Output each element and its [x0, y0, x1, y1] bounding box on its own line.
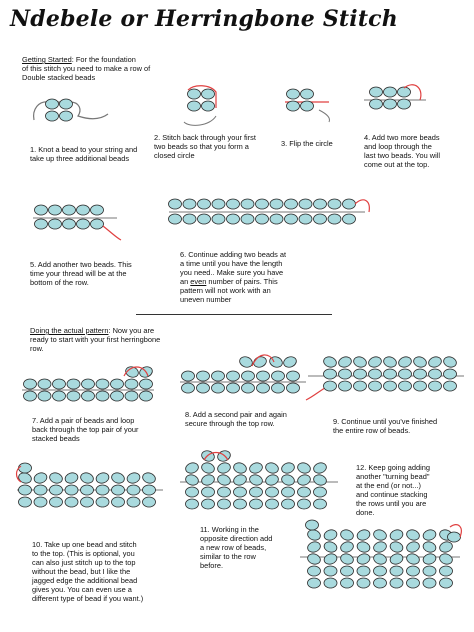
- bead: [405, 528, 420, 542]
- bead: [429, 369, 442, 379]
- bead: [264, 473, 279, 487]
- bead: [49, 205, 62, 215]
- bead: [308, 578, 321, 588]
- bead: [339, 552, 354, 566]
- bead: [126, 471, 141, 485]
- bead: [266, 487, 279, 497]
- bead: [438, 540, 453, 554]
- bead: [95, 471, 110, 485]
- bead: [314, 199, 327, 209]
- intro-text: [22, 55, 150, 82]
- bead: [198, 199, 211, 209]
- bead: [184, 473, 199, 487]
- bead: [248, 473, 263, 487]
- bead: [81, 497, 94, 507]
- bead: [322, 355, 337, 369]
- step-8-text: 8. Add a second pair and again secure through the top row.: [185, 410, 287, 428]
- bead: [127, 497, 140, 507]
- bead: [188, 89, 201, 99]
- bead: [19, 463, 32, 473]
- bead: [212, 199, 225, 209]
- bead: [264, 461, 279, 475]
- bead: [110, 471, 125, 485]
- bead: [60, 111, 73, 121]
- bead: [296, 473, 311, 487]
- pattern-intro-heading: Doing the actual pattern: [30, 326, 109, 335]
- bead: [212, 214, 225, 224]
- thread: [319, 110, 330, 122]
- bead: [429, 381, 442, 391]
- bead: [96, 485, 109, 495]
- bead: [405, 552, 420, 566]
- bead: [186, 487, 199, 497]
- step-12-text: 12. Keep going adding another "turning bead" at the end (or not...) and continue stacking the rows until you are done.: [356, 463, 430, 517]
- bead: [427, 355, 442, 369]
- bead: [422, 540, 437, 554]
- bead: [227, 371, 240, 381]
- bead: [143, 497, 156, 507]
- bead: [382, 355, 397, 369]
- bead: [280, 461, 295, 475]
- bead: [440, 566, 453, 576]
- bead: [35, 205, 48, 215]
- bead: [270, 214, 283, 224]
- bead: [96, 379, 109, 389]
- bead: [287, 101, 300, 111]
- bead: [372, 540, 387, 554]
- bead: [241, 214, 254, 224]
- bead: [34, 497, 47, 507]
- bead: [444, 381, 457, 391]
- bead: [324, 369, 337, 379]
- bead: [77, 219, 90, 229]
- bead: [384, 87, 397, 97]
- bead: [323, 552, 338, 566]
- bead: [352, 355, 367, 369]
- bead: [314, 487, 327, 497]
- bead: [272, 383, 285, 393]
- bead: [96, 497, 109, 507]
- bead: [216, 473, 231, 487]
- bead: [49, 219, 62, 229]
- thread: [103, 226, 121, 240]
- bead: [111, 391, 124, 401]
- bead: [448, 532, 461, 542]
- bead: [257, 371, 270, 381]
- bead: [372, 528, 387, 542]
- bead: [324, 381, 337, 391]
- bead: [423, 578, 436, 588]
- bead: [306, 540, 321, 554]
- bead: [35, 219, 48, 229]
- step-6-diagram: [165, 190, 375, 240]
- bead: [38, 379, 51, 389]
- bead: [91, 205, 104, 215]
- bead: [182, 371, 195, 381]
- bead: [65, 485, 78, 495]
- bead: [141, 471, 156, 485]
- bead: [81, 485, 94, 495]
- bead: [323, 528, 338, 542]
- bead: [202, 101, 215, 111]
- bead: [200, 461, 215, 475]
- page-title: Ndebele or Herringbone Stitch: [10, 6, 398, 32]
- bead: [272, 371, 285, 381]
- step-1-diagram: [30, 90, 110, 140]
- bead: [182, 383, 195, 393]
- bead: [242, 383, 255, 393]
- step-2-text: 2. Stitch back through your first two beads so that you form a closed circle: [154, 133, 256, 160]
- bead: [398, 99, 411, 109]
- thread: [355, 200, 369, 212]
- step-1-text: 1. Knot a bead to your string and take up three additional beads: [30, 145, 138, 163]
- bead: [384, 99, 397, 109]
- bead: [234, 487, 247, 497]
- bead: [91, 219, 104, 229]
- bead: [282, 499, 295, 509]
- bead: [197, 371, 210, 381]
- bead: [212, 371, 225, 381]
- bead: [407, 578, 420, 588]
- bead: [389, 540, 404, 554]
- bead: [306, 552, 321, 566]
- bead: [280, 473, 295, 487]
- bead: [367, 355, 382, 369]
- step-5-diagram: [33, 196, 133, 246]
- bead: [324, 566, 337, 576]
- bead: [60, 99, 73, 109]
- bead: [357, 566, 370, 576]
- bead: [357, 578, 370, 588]
- bead: [184, 461, 199, 475]
- step-12-diagram: [300, 517, 464, 597]
- bead: [202, 487, 215, 497]
- bead: [438, 552, 453, 566]
- bead: [169, 199, 182, 209]
- bead: [397, 355, 412, 369]
- bead: [256, 214, 269, 224]
- bead: [197, 383, 210, 393]
- step-4-diagram: [364, 82, 434, 122]
- bead: [24, 379, 37, 389]
- bead: [63, 219, 76, 229]
- bead: [127, 485, 140, 495]
- bead: [328, 214, 341, 224]
- intro-line: of this stitch you need to make a row of: [22, 64, 151, 73]
- bead: [19, 485, 32, 495]
- bead: [143, 485, 156, 495]
- pattern-intro-text: Doing the actual pattern: Now you are ready to start with your first herringbone row.: [30, 326, 161, 353]
- bead: [202, 499, 215, 509]
- bead: [112, 497, 125, 507]
- bead: [299, 199, 312, 209]
- bead: [53, 379, 66, 389]
- bead: [234, 499, 247, 509]
- bead: [212, 383, 225, 393]
- bead: [46, 111, 59, 121]
- bead: [111, 379, 124, 389]
- step-3-diagram: [283, 84, 333, 124]
- bead: [306, 528, 321, 542]
- bead: [63, 205, 76, 215]
- bead: [341, 578, 354, 588]
- bead: [125, 379, 138, 389]
- bead: [38, 391, 51, 401]
- bead: [405, 540, 420, 554]
- bead: [282, 355, 298, 369]
- bead: [384, 381, 397, 391]
- bead: [238, 355, 254, 369]
- bead: [67, 379, 80, 389]
- bead: [19, 497, 32, 507]
- bead: [50, 485, 63, 495]
- bead: [140, 391, 153, 401]
- bead: [384, 369, 397, 379]
- bead: [140, 379, 153, 389]
- bead: [398, 87, 411, 97]
- bead: [250, 487, 263, 497]
- bead: [24, 391, 37, 401]
- bead: [256, 199, 269, 209]
- bead: [296, 461, 311, 475]
- bead: [314, 214, 327, 224]
- bead: [414, 381, 427, 391]
- bead: [323, 540, 338, 554]
- bead: [372, 552, 387, 566]
- bead: [202, 89, 215, 99]
- bead: [444, 369, 457, 379]
- step-9-text: 9. Continue until you've finished the entire row of beads.: [333, 417, 438, 435]
- bead: [48, 471, 63, 485]
- bead: [389, 528, 404, 542]
- bead: [218, 499, 231, 509]
- bead: [339, 369, 352, 379]
- bead: [399, 381, 412, 391]
- bead: [96, 391, 109, 401]
- bead: [312, 461, 327, 475]
- step-9-diagram: [318, 352, 468, 412]
- bead: [227, 214, 240, 224]
- bead: [82, 391, 95, 401]
- bead: [77, 205, 90, 215]
- bead: [301, 101, 314, 111]
- step-7-text: 7. Add a pair of beads and loop back through the top pair of your stacked beads: [32, 416, 139, 443]
- bead: [442, 355, 457, 369]
- step-5-text: 5. Add another two beads. This time your thread will be at the bottom of the row.: [30, 260, 132, 287]
- bead: [328, 199, 341, 209]
- bead: [301, 89, 314, 99]
- bead: [374, 578, 387, 588]
- bead: [287, 371, 300, 381]
- bead: [250, 499, 263, 509]
- bead: [241, 199, 254, 209]
- bead: [374, 566, 387, 576]
- bead: [50, 497, 63, 507]
- bead: [33, 471, 48, 485]
- bead: [53, 391, 66, 401]
- bead: [339, 528, 354, 542]
- step-6-text: 6. Continue adding two beads at a time until you have the length you need.. Make sure you have an even number of pairs. This pattern will not work with an uneven number: [180, 250, 287, 304]
- bead: [370, 99, 383, 109]
- bead: [308, 566, 321, 576]
- bead: [216, 461, 231, 475]
- step-11-text: 11. Working in the opposite direction add a new row of beads, similar to the row before.: [200, 525, 273, 570]
- step-4-text: 4. Add two more beads and loop through the last two beads. You will come out at the top.: [364, 133, 441, 169]
- bead: [356, 552, 371, 566]
- bead: [298, 487, 311, 497]
- bead: [356, 528, 371, 542]
- bead: [370, 87, 383, 97]
- step-10-diagram: [15, 460, 165, 530]
- bead: [287, 89, 300, 99]
- step-11-diagram: [180, 452, 340, 517]
- bead: [65, 497, 78, 507]
- bead: [125, 391, 138, 401]
- bead: [67, 391, 80, 401]
- bead: [337, 355, 352, 369]
- bead: [339, 381, 352, 391]
- bead: [343, 199, 356, 209]
- bead: [257, 383, 270, 393]
- step-2-diagram: [180, 82, 230, 132]
- bead: [82, 379, 95, 389]
- intro-heading: Getting Started: [22, 55, 72, 64]
- bead: [299, 214, 312, 224]
- bead: [227, 383, 240, 393]
- bead: [324, 578, 337, 588]
- bead: [369, 381, 382, 391]
- bead: [287, 383, 300, 393]
- bead: [314, 499, 327, 509]
- bead: [218, 487, 231, 497]
- bead: [266, 499, 279, 509]
- bead: [412, 355, 427, 369]
- thread: [184, 116, 216, 125]
- bead: [422, 552, 437, 566]
- bead: [356, 540, 371, 554]
- bead: [198, 214, 211, 224]
- bead: [389, 552, 404, 566]
- bead: [306, 520, 319, 530]
- bead: [112, 485, 125, 495]
- bead: [343, 214, 356, 224]
- bead: [183, 199, 196, 209]
- bead: [339, 540, 354, 554]
- bead: [270, 199, 283, 209]
- bead: [183, 214, 196, 224]
- bead: [232, 473, 247, 487]
- section-divider: [136, 314, 332, 315]
- bead: [298, 499, 311, 509]
- step-7-diagram: [20, 366, 160, 410]
- bead: [282, 487, 295, 497]
- step-8-diagram: [178, 350, 308, 400]
- bead: [200, 473, 215, 487]
- bead: [407, 566, 420, 576]
- bead: [79, 471, 94, 485]
- bead: [390, 578, 403, 588]
- bead: [188, 101, 201, 111]
- bead: [369, 369, 382, 379]
- bead: [34, 485, 47, 495]
- bead: [227, 199, 240, 209]
- bead: [399, 369, 412, 379]
- bead: [248, 461, 263, 475]
- step-3-text: 3. Flip the circle: [281, 139, 333, 148]
- step-10-text: 10. Take up one bead and stitch to the top. (This is optional, you can also just stitch up to the top without the bead, but I like the jagged edge the additional bead gives you. You can even use a different type of bead if you want.): [32, 540, 144, 603]
- bead: [354, 369, 367, 379]
- bead: [354, 381, 367, 391]
- bead: [232, 461, 247, 475]
- bead: [422, 528, 437, 542]
- intro-line: : For the foundation: [71, 55, 136, 64]
- bead: [242, 371, 255, 381]
- bead: [64, 471, 79, 485]
- bead: [414, 369, 427, 379]
- bead: [440, 578, 453, 588]
- bead: [169, 214, 182, 224]
- intro-line: Double stacked beads: [22, 73, 96, 82]
- bead: [285, 199, 298, 209]
- bead: [423, 566, 436, 576]
- bead: [46, 99, 59, 109]
- bead: [390, 566, 403, 576]
- bead: [186, 499, 199, 509]
- bead: [341, 566, 354, 576]
- bead: [312, 473, 327, 487]
- bead: [285, 214, 298, 224]
